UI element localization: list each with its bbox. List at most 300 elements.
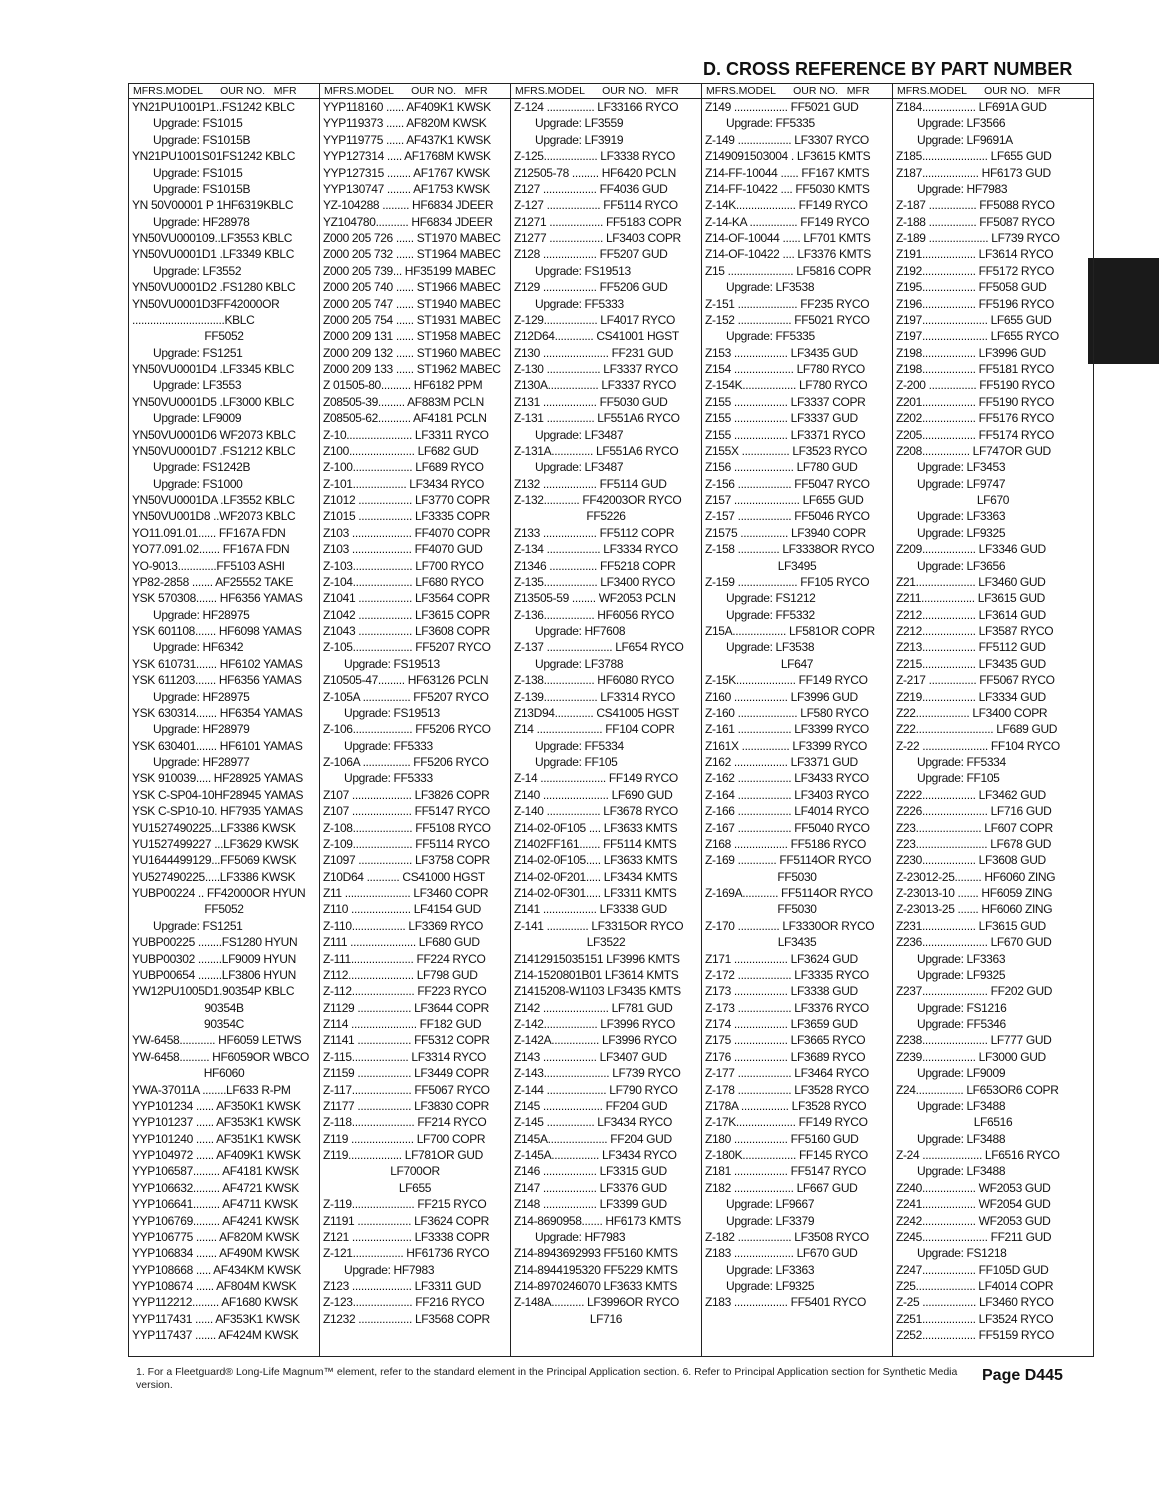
table-row: Z-104.................... LF680 RYCO bbox=[323, 574, 484, 589]
table-row: Z183 .................... LF670 GUD bbox=[705, 1246, 858, 1261]
table-row: Z251.................. LF3524 RYCO bbox=[896, 1311, 1054, 1326]
alternate-part-row: LF700OR bbox=[390, 1164, 440, 1179]
table-row: Z123 .................... LF3311 GUD bbox=[323, 1279, 481, 1293]
upgrade-row: Upgrade: LF3363 bbox=[917, 509, 1006, 524]
table-row: Z-106.................... FF5206 RYCO bbox=[323, 722, 491, 737]
page-number: Page D445 bbox=[982, 1367, 1063, 1384]
cross-reference-table bbox=[128, 83, 1094, 1357]
table-row: Z1012 .................. LF3770 COPR bbox=[323, 493, 490, 507]
table-row: Z000 205 747 ...... ST1940 MABEC bbox=[323, 296, 501, 311]
table-row: Z000 205 740 ...... ST1966 MABEC bbox=[323, 280, 501, 295]
table-row: Z130 ...................... FF231 GUD bbox=[514, 345, 674, 360]
table-row: Z-112..................... FF223 RYCO bbox=[323, 984, 487, 999]
table-row: Z000 209 131 ...... ST1958 MABEC bbox=[323, 329, 501, 344]
table-row: Z15A.................. LF581OR COPR bbox=[705, 624, 875, 638]
alternate-part-row: FF5030 bbox=[777, 902, 817, 917]
alternate-part-row: LF670 bbox=[976, 493, 1010, 507]
column-rows bbox=[702, 99, 892, 1311]
table-row: Z14-OF-10422 .... LF3376 KMTS bbox=[705, 247, 871, 262]
table-row: Z1041 .................. LF3564 COPR bbox=[323, 591, 490, 606]
table-row: Z1575 ................ LF3940 COPR bbox=[705, 525, 866, 540]
table-row: Z173 .................. LF3338 GUD bbox=[705, 984, 858, 999]
upgrade-row: Upgrade: LF3363 bbox=[726, 1262, 815, 1277]
upgrade-row: Upgrade: HF28975 bbox=[153, 607, 250, 622]
table-row: Z-137 ...................... LF654 RYCO bbox=[514, 640, 684, 655]
table-row: Z121 .................... LF3338 COPR bbox=[323, 1229, 490, 1244]
table-row: Z-217 ................ FF5067 RYCO bbox=[896, 673, 1055, 688]
upgrade-row: Upgrade: FS1000 bbox=[153, 476, 243, 491]
table-row: Z149091503004 . LF3615 KMTS bbox=[705, 149, 871, 164]
table-row: Z-167 .................. FF5040 RYCO bbox=[705, 820, 870, 835]
table-row: Z245...................... FF211 GUD bbox=[896, 1229, 1052, 1244]
table-row: Z1129 .................. LF3644 COPR bbox=[323, 1000, 489, 1015]
table-row: Z1141 .................. FF5312 COPR bbox=[323, 1033, 490, 1048]
alternate-part-row: LF716 bbox=[589, 1311, 623, 1326]
table-row: Z-188 ................ FF5087 RYCO bbox=[896, 214, 1055, 229]
table-row: Z-15K.................... FF149 RYCO bbox=[705, 673, 868, 688]
upgrade-row: Upgrade: FF5346 bbox=[917, 1017, 1006, 1031]
column-rows bbox=[129, 99, 319, 1344]
table-row: Z129 .................. FF5206 GUD bbox=[514, 280, 668, 295]
table-row: YU1527499227 ...LF3629 KWSK bbox=[132, 836, 299, 851]
table-row: YYP106775 ....... AF820M KWSK bbox=[132, 1229, 300, 1244]
table-row: Z128 .................. FF5207 GUD bbox=[514, 247, 668, 262]
table-row: Z-166 .................. LF4014 RYCO bbox=[705, 804, 869, 819]
alternate-part-row: FF5030 bbox=[777, 869, 817, 884]
table-row: Z-160 .................... LF580 RYCO bbox=[705, 705, 869, 720]
table-row: Z107 .................... LF3826 COPR bbox=[323, 787, 490, 802]
table-row: YYP101234 ...... AF350K1 KWSK bbox=[132, 1098, 301, 1113]
table-row: YYP101240 ...... AF351K1 KWSK bbox=[132, 1131, 301, 1146]
upgrade-row: Upgrade: LF9325 bbox=[726, 1279, 815, 1293]
column-rows bbox=[511, 99, 701, 1327]
table-row: YYP108674 ...... AF804M KWSK bbox=[132, 1279, 297, 1293]
table-row: Z-14 ...................... FF149 RYCO bbox=[514, 771, 678, 786]
upgrade-row: Upgrade: HF28977 bbox=[153, 755, 250, 769]
table-row: Z133 .................. FF5112 COPR bbox=[514, 525, 675, 540]
table-row: YN50VU0001D7 .FS1212 KBLC bbox=[132, 443, 296, 458]
table-row: YYP101237 ...... AF353K1 KWSK bbox=[132, 1115, 301, 1130]
table-row: Z11 ...................... LF3460 COPR bbox=[323, 886, 489, 900]
table-row: Z196.................. FF5196 RYCO bbox=[896, 296, 1054, 311]
upgrade-row: Upgrade: LF3453 bbox=[917, 460, 1006, 475]
table-row: Z-142A................ LF3996 RYCO bbox=[514, 1033, 677, 1048]
table-row: Z219.................. LF3334 GUD bbox=[896, 689, 1046, 704]
table-row: Z155 .................. LF3337 COPR bbox=[705, 394, 866, 409]
table-row: Z148 .................. LF3399 GUD bbox=[514, 1197, 667, 1212]
upgrade-row: Upgrade: LF3566 bbox=[917, 116, 1006, 131]
table-row: Z1042 .................. LF3615 COPR bbox=[323, 607, 490, 622]
column-3 bbox=[510, 84, 701, 1356]
upgrade-row: Upgrade: LF9667 bbox=[726, 1197, 815, 1212]
table-row: Z-14-KA ................ FF149 RYCO bbox=[705, 214, 870, 229]
table-row: Z-136................. HF6056 RYCO bbox=[514, 607, 674, 622]
upgrade-row: Upgrade: LF9009 bbox=[153, 411, 242, 426]
table-row: YYP106834 ....... AF490M KWSK bbox=[132, 1246, 300, 1261]
table-row: Z1415208-W1103 LF3435 KMTS bbox=[514, 984, 681, 999]
table-row: Z153 .................. LF3435 GUD bbox=[705, 345, 858, 360]
table-row: Z143 .................. LF3407 GUD bbox=[514, 1049, 667, 1064]
table-row: YU1644499129...FF5069 KWSK bbox=[132, 853, 297, 868]
upgrade-row: Upgrade: LF3363 bbox=[917, 951, 1006, 966]
table-row: Z-154K.................. LF780 RYCO bbox=[705, 378, 868, 393]
upgrade-row: Upgrade: HF7983 bbox=[535, 1229, 626, 1244]
alternate-part-row: FF5226 bbox=[586, 509, 626, 524]
table-row: Z-132............ FF42003OR RYCO bbox=[514, 493, 682, 507]
page-title: D. CROSS REFERENCE BY PART NUMBER bbox=[703, 59, 1073, 79]
table-row: Z12505-78 ......... HF6420 PCLN bbox=[514, 165, 676, 180]
table-row: Z212.................. LF3614 GUD bbox=[896, 607, 1046, 622]
upgrade-row: Upgrade: HF6342 bbox=[153, 640, 244, 655]
table-row: Z14-1520801B01 LF3614 KMTS bbox=[514, 967, 679, 982]
table-row: Z192.................. FF5172 RYCO bbox=[896, 263, 1054, 278]
table-row: Z141 .................. LF3338 GUD bbox=[514, 902, 667, 917]
table-row: Z140 ...................... LF690 GUD bbox=[514, 787, 673, 802]
table-row: YP82-2858 ....... AF25552 TAKE bbox=[132, 574, 294, 589]
table-row: Z-164 .................. LF3403 RYCO bbox=[705, 787, 869, 802]
table-row: YSK C-SP04-10HF28945 YAMAS bbox=[132, 787, 304, 802]
table-row: Z198.................. FF5181 RYCO bbox=[896, 362, 1054, 376]
table-row: YYP118160 ...... AF409K1 KWSK bbox=[323, 100, 491, 114]
table-row: Z146 .................. LF3315 GUD bbox=[514, 1164, 667, 1179]
table-row: Z119.................. LF781OR GUD bbox=[323, 1148, 483, 1162]
table-row: Z197...................... LF655 GUD bbox=[896, 312, 1052, 327]
upgrade-row: Upgrade: LF3379 bbox=[726, 1213, 815, 1228]
alternate-part-row: 90354C bbox=[204, 1017, 244, 1031]
upgrade-row: Upgrade: LF3487 bbox=[535, 427, 624, 442]
column-rows bbox=[893, 99, 1093, 1344]
table-row: Z184.................. LF691A GUD bbox=[896, 100, 1047, 114]
table-row: Z-180K.................. FF145 RYCO bbox=[705, 1148, 868, 1162]
upgrade-row: Upgrade: FS19513 bbox=[535, 263, 631, 278]
table-row: Z23........................ LF678 GUD bbox=[896, 836, 1052, 851]
upgrade-row: Upgrade: FF5334 bbox=[535, 738, 624, 753]
table-row: Z14-8690958....... HF6173 KMTS bbox=[514, 1213, 681, 1228]
table-row: Z1191 .................. LF3624 COPR bbox=[323, 1213, 489, 1228]
table-row: Z-172 .................. LF3335 RYCO bbox=[705, 967, 869, 982]
upgrade-row: Upgrade: LF3559 bbox=[535, 116, 624, 131]
table-row: Z 01505-80.......... HF6182 PPM bbox=[323, 378, 483, 393]
table-row: Z162 .................. LF3371 GUD bbox=[705, 755, 858, 769]
alternate-part-row: HF6060 bbox=[203, 1066, 245, 1081]
table-row: Z176 .................. LF3689 RYCO bbox=[705, 1049, 866, 1064]
table-row: YYP106769......... AF4241 KWSK bbox=[132, 1213, 299, 1228]
upgrade-row: Upgrade: LF3919 bbox=[535, 132, 624, 147]
table-row: Z-139.................. LF3314 RYCO bbox=[514, 689, 675, 704]
table-row: Z-25 .................. LF3460 RYCO bbox=[896, 1295, 1054, 1310]
table-row: Z14-FF-10044 ...... FF167 KMTS bbox=[705, 165, 870, 180]
upgrade-row: Upgrade: FF105 bbox=[535, 755, 618, 769]
column-rows bbox=[320, 99, 510, 1327]
table-row: Z-121................. HF61736 RYCO bbox=[323, 1246, 490, 1261]
upgrade-row: Upgrade: FF5335 bbox=[726, 116, 815, 131]
table-row: YUBP00225 ........FS1280 HYUN bbox=[132, 935, 298, 950]
alternate-part-row: FF5052 bbox=[204, 902, 244, 917]
table-row: Z-117.................... FF5067 RYCO bbox=[323, 1082, 490, 1097]
table-row: YYP117437 ....... AF424M KWSK bbox=[132, 1328, 299, 1343]
upgrade-row: Upgrade: HF28978 bbox=[153, 214, 250, 229]
table-row: Z209.................. LF3346 GUD bbox=[896, 542, 1046, 557]
table-row: Z240.................. WF2053 GUD bbox=[896, 1180, 1051, 1195]
table-row: Z-130 .................. LF3337 RYCO bbox=[514, 362, 678, 376]
upgrade-row: Upgrade: FS1015B bbox=[153, 132, 251, 147]
table-row: Z-105A ................ FF5207 RYCO bbox=[323, 689, 489, 704]
table-row: Z156 .................... LF780 GUD bbox=[705, 460, 858, 475]
table-row: YN50VU0001D2 .FS1280 KBLC bbox=[132, 280, 296, 295]
table-row: Z114 ...................... FF182 GUD bbox=[323, 1017, 482, 1031]
table-row: Z-101.................. LF3434 RYCO bbox=[323, 476, 484, 491]
alternate-part-row: LF6516 bbox=[973, 1115, 1013, 1130]
table-row: YYP130747 ........ AF1753 KWSK bbox=[323, 181, 490, 196]
table-row: Z-108.................... FF5108 RYCO bbox=[323, 820, 491, 835]
table-row: Z168 .................. FF5186 RYCO bbox=[705, 836, 866, 851]
upgrade-row: Upgrade: LF9691A bbox=[917, 132, 1013, 147]
table-row: Z14-OF-10044 ...... LF701 KMTS bbox=[705, 231, 871, 245]
table-row: Z241.................. WF2054 GUD bbox=[896, 1197, 1051, 1212]
table-row: Z000 209 132 ...... ST1960 MABEC bbox=[323, 345, 501, 360]
upgrade-row: Upgrade: FS1015 bbox=[153, 116, 243, 131]
table-row: Z000 205 732 ...... ST1964 MABEC bbox=[323, 247, 501, 262]
table-row: Z103 .................... FF4070 GUD bbox=[323, 542, 483, 557]
table-row: YUBP00654 ........LF3806 HYUN bbox=[132, 967, 296, 982]
upgrade-row: Upgrade: FS1251 bbox=[153, 345, 243, 360]
table-row: Z127 .................. FF4036 GUD bbox=[514, 181, 668, 196]
section-tab-marker bbox=[1088, 258, 1159, 364]
table-row: Z08505-39......... AF883M PCLN bbox=[323, 394, 484, 409]
table-row: Z247.................. FF105D GUD bbox=[896, 1262, 1049, 1277]
table-row: Z191.................. LF3614 RYCO bbox=[896, 247, 1054, 262]
table-row: Z000 205 739... HF35199 MABEC bbox=[323, 263, 496, 278]
table-row: Z-17K.................... FF149 RYCO bbox=[705, 1115, 868, 1130]
upgrade-row: Upgrade: FS1251 bbox=[153, 918, 243, 933]
table-row: Z-169A............ FF5114OR RYCO bbox=[705, 886, 873, 900]
upgrade-row: Upgrade: HF7983 bbox=[344, 1262, 435, 1277]
table-row: Z-118..................... FF214 RYCO bbox=[323, 1115, 487, 1130]
table-row: Z242.................. WF2053 GUD bbox=[896, 1213, 1051, 1228]
table-row: Z174 .................. LF3659 GUD bbox=[705, 1017, 858, 1031]
table-row: Z-125.................. LF3338 RYCO bbox=[514, 149, 675, 164]
table-row: YO77.091.02....... FF167A FDN bbox=[132, 542, 290, 557]
upgrade-row: Upgrade: HF28979 bbox=[153, 722, 250, 737]
table-row: Z13D94............. CS41005 HGST bbox=[514, 705, 679, 720]
table-row: YW-6458.......... HF6059OR WBCO bbox=[132, 1049, 309, 1064]
upgrade-row: Upgrade: HF28975 bbox=[153, 689, 250, 704]
table-row: Z-23013-25 ....... HF6060 ZING bbox=[896, 902, 1053, 917]
table-row: YSK 601108....... HF6098 YAMAS bbox=[132, 624, 302, 638]
table-row: Z1097 .................. LF3758 COPR bbox=[323, 853, 490, 868]
table-row: Z130A................. LF3337 RYCO bbox=[514, 378, 676, 393]
table-row: Z24................ LF653OR6 COPR bbox=[896, 1082, 1059, 1097]
table-row: Z1402FF161....... FF5114 KMTS bbox=[514, 836, 677, 851]
table-row: Z160 .................. LF3996 GUD bbox=[705, 689, 858, 704]
table-row: Z14-FF-10422 .... FF5030 KMTS bbox=[705, 181, 870, 196]
table-row: ...............................KBLC bbox=[132, 312, 255, 327]
table-row: Z103 .................... FF4070 COPR bbox=[323, 525, 491, 540]
table-row: Z-134 .................. LF3334 RYCO bbox=[514, 542, 678, 557]
column-2 bbox=[319, 84, 510, 1356]
table-row: Z100...................... LF682 GUD bbox=[323, 443, 479, 458]
table-row: Z201.................. FF5190 RYCO bbox=[896, 394, 1054, 409]
table-row: YN50VU001D8 ..WF2073 KBLC bbox=[132, 509, 296, 524]
table-row: Z12D64............. CS41001 HGST bbox=[514, 329, 679, 344]
table-row: YN50VU0001D5 .LF3000 KBLC bbox=[132, 394, 295, 409]
table-row: YN21PU1001P1..FS1242 KBLC bbox=[132, 100, 295, 114]
upgrade-row: Upgrade: LF3656 bbox=[917, 558, 1006, 573]
table-row: Z185...................... LF655 GUD bbox=[896, 149, 1052, 164]
table-row: Z-119..................... FF215 RYCO bbox=[323, 1197, 487, 1212]
table-row: YUBP00224 .. FF42000OR HYUN bbox=[132, 886, 306, 900]
table-row: Z-24 .................... LF6516 RYCO bbox=[896, 1148, 1060, 1162]
table-row: Z252.................. FF5159 RYCO bbox=[896, 1328, 1054, 1343]
table-row: Z14-8970246070 LF3633 KMTS bbox=[514, 1279, 678, 1293]
table-row: YYP117431 ...... AF353K1 KWSK bbox=[132, 1311, 300, 1326]
table-row: Z238...................... LF777 GUD bbox=[896, 1033, 1052, 1048]
upgrade-row: Upgrade: FS1015 bbox=[153, 165, 243, 180]
upgrade-row: Upgrade: FS1212 bbox=[726, 591, 816, 606]
table-row: YZ104780........... HF6834 JDEER bbox=[323, 214, 493, 229]
table-row: YUBP00302 ........LF9009 HYUN bbox=[132, 951, 296, 966]
table-row: Z-145A................ LF3434 RYCO bbox=[514, 1148, 677, 1162]
table-row: Z-173 .................. LF3376 RYCO bbox=[705, 1000, 869, 1015]
upgrade-row: Upgrade: LF3488 bbox=[917, 1164, 1006, 1179]
table-row: Z13505-59 ........ WF2053 PCLN bbox=[514, 591, 676, 606]
table-row: Z149 .................. FF5021 GUD bbox=[705, 100, 859, 114]
table-row: Z-111..................... FF224 RYCO bbox=[323, 951, 486, 966]
table-row: Z-123.................... FF216 RYCO bbox=[323, 1295, 485, 1310]
table-row: YYP108668 ..... AF434KM KWSK bbox=[132, 1262, 301, 1277]
table-row: Z215.................. LF3435 GUD bbox=[896, 656, 1046, 671]
upgrade-row: Upgrade: FS1015B bbox=[153, 181, 251, 196]
upgrade-row: Upgrade: LF3488 bbox=[917, 1098, 1006, 1113]
table-row: Z-110.................. LF3369 RYCO bbox=[323, 918, 484, 933]
table-row: Z10505-47......... HF63126 PCLN bbox=[323, 673, 489, 688]
table-row: Z175 .................. LF3665 RYCO bbox=[705, 1033, 866, 1048]
table-row: Z180 .................. FF5160 GUD bbox=[705, 1131, 859, 1146]
table-row: Z-151 .................... FF235 RYCO bbox=[705, 296, 870, 311]
table-row: YYP119373 ...... AF820M KWSK bbox=[323, 116, 487, 131]
table-row: Z-115................... LF3314 RYCO bbox=[323, 1049, 487, 1064]
footnote: 1. For a Fleetguard® Long-Life Magnum™ element, refer to the standard element in the Principal Application section. 6. Refer to Principal Application section for Synthetic Media version. bbox=[136, 1366, 958, 1391]
table-row: YYP127315 ........ AF1767 KWSK bbox=[323, 165, 490, 180]
upgrade-row: Upgrade: FS19513 bbox=[344, 705, 440, 720]
table-row: Z212.................. LF3587 RYCO bbox=[896, 624, 1054, 638]
upgrade-row: Upgrade: FS1218 bbox=[917, 1246, 1007, 1261]
upgrade-row: Upgrade: LF3552 bbox=[153, 263, 242, 278]
table-row: YSK 630401....... HF6101 YAMAS bbox=[132, 738, 303, 753]
table-row: YYP119775 ...... AF437K1 KWSK bbox=[323, 132, 491, 147]
upgrade-row: Upgrade: LF9009 bbox=[917, 1066, 1006, 1081]
table-row: Z-127 .................. FF5114 RYCO bbox=[514, 198, 678, 213]
table-row: Z226...................... LF716 GUD bbox=[896, 804, 1052, 819]
table-row: Z14 ...................... FF104 COPR bbox=[514, 722, 675, 737]
table-row: Z142 ...................... LF781 GUD bbox=[514, 1000, 673, 1015]
table-row: Z-140 .................. LF3678 RYCO bbox=[514, 804, 678, 819]
upgrade-row: Upgrade: FF5332 bbox=[726, 607, 815, 622]
upgrade-row: Upgrade: LF3487 bbox=[535, 460, 624, 475]
table-row: Z08505-62........... AF4181 PCLN bbox=[323, 411, 487, 426]
table-row: Z-170 .............. LF3330OR RYCO bbox=[705, 918, 875, 933]
table-row: Z205.................. FF5174 RYCO bbox=[896, 427, 1054, 442]
table-row: Z-142.................. LF3996 RYCO bbox=[514, 1017, 675, 1031]
table-row: Z132 .................. FF5114 GUD bbox=[514, 476, 667, 491]
table-row: YN21PU1001S01FS1242 KBLC bbox=[132, 149, 296, 164]
table-row: Z178A ................ LF3528 RYCO bbox=[705, 1098, 867, 1113]
table-row: Z-200 ................ FF5190 RYCO bbox=[896, 378, 1055, 393]
table-row: Z-145 ................ LF3434 RYCO bbox=[514, 1115, 672, 1130]
table-row: Z171 .................. LF3624 GUD bbox=[705, 951, 858, 966]
column-5 bbox=[892, 84, 1094, 1356]
table-row: Z000 205 726 ...... ST1970 MABEC bbox=[323, 231, 501, 245]
table-row: YN 50V00001 P 1HF6319KBLC bbox=[132, 198, 294, 213]
table-row: YSK 910039..... HF28925 YAMAS bbox=[132, 771, 303, 786]
upgrade-row: Upgrade: FF5333 bbox=[344, 771, 433, 786]
table-row: YW12PU1005D1.90354P KBLC bbox=[132, 984, 295, 999]
upgrade-row: Upgrade: LF3788 bbox=[535, 656, 624, 671]
table-row: Z-182 .................. LF3508 RYCO bbox=[705, 1229, 869, 1244]
table-row: Z-158 .............. LF3338OR RYCO bbox=[705, 542, 875, 557]
table-row: YSK 611203....... HF6356 YAMAS bbox=[132, 673, 302, 688]
table-row: Z110 .................... LF4154 GUD bbox=[323, 902, 481, 917]
table-row: Z-178 .................. LF3528 RYCO bbox=[705, 1082, 869, 1097]
alternate-part-row: LF655 bbox=[398, 1180, 432, 1195]
table-row: Z211.................. LF3615 GUD bbox=[896, 591, 1045, 606]
upgrade-row: Upgrade: LF9325 bbox=[917, 525, 1006, 540]
table-row: Z-106A ................ FF5206 RYCO bbox=[323, 755, 489, 769]
upgrade-row: Upgrade: FF5333 bbox=[535, 296, 624, 311]
table-row: Z-144 .................... LF790 RYCO bbox=[514, 1082, 678, 1097]
table-row: Z-162 .................. LF3433 RYCO bbox=[705, 771, 869, 786]
upgrade-row: Upgrade: HF7608 bbox=[535, 624, 626, 638]
table-row: YYP104972 ...... AF409K1 KWSK bbox=[132, 1148, 301, 1162]
table-row: Z1177 .................. LF3830 COPR bbox=[323, 1098, 489, 1113]
table-row: Z14-02-0F301..... LF3311 KMTS bbox=[514, 886, 677, 900]
column-4 bbox=[701, 84, 892, 1356]
column-1 bbox=[128, 84, 319, 1356]
table-row: Z-159 .................... FF105 RYCO bbox=[705, 574, 870, 589]
table-row: YO11.091.01...... FF167A FDN bbox=[132, 525, 286, 540]
alternate-part-row: 90354B bbox=[204, 1000, 244, 1015]
table-row: Z202.................. FF5176 RYCO bbox=[896, 411, 1054, 426]
table-row: Z14-02-0F105..... LF3633 KMTS bbox=[514, 853, 678, 868]
upgrade-row: Upgrade: LF3538 bbox=[726, 280, 815, 295]
table-row: YZ-104288 ......... HF6834 JDEER bbox=[323, 198, 494, 213]
upgrade-row: Upgrade: FS19513 bbox=[344, 656, 440, 671]
upgrade-row: Upgrade: HF7983 bbox=[917, 181, 1008, 196]
table-row: Z-105.................... FF5207 RYCO bbox=[323, 640, 491, 655]
alternate-part-row: FF5052 bbox=[204, 329, 244, 344]
table-row: Z112...................... LF798 GUD bbox=[323, 967, 478, 982]
table-row: Z197...................... LF655 RYCO bbox=[896, 329, 1059, 344]
column-header: MFRS.MODEL OUR NO. MFR bbox=[129, 84, 319, 99]
alternate-part-row: LF3495 bbox=[777, 558, 817, 573]
table-row: Z-177 .................. LF3464 RYCO bbox=[705, 1066, 869, 1081]
table-row: Z182 .................... LF667 GUD bbox=[705, 1180, 858, 1195]
table-row: Z25.................... LF4014 COPR bbox=[896, 1279, 1054, 1293]
table-row: Z1015 .................. LF3335 COPR bbox=[323, 509, 490, 524]
upgrade-row: Upgrade: FF5333 bbox=[344, 738, 433, 753]
table-row: Z-131 ................ LF551A6 RYCO bbox=[514, 411, 680, 426]
alternate-part-row: LF647 bbox=[780, 656, 814, 671]
table-row: Z119 ..................... LF700 COPR bbox=[323, 1131, 486, 1146]
table-row: Z-189 .................... LF739 RYCO bbox=[896, 231, 1060, 245]
table-row: Z1159 .................. LF3449 COPR bbox=[323, 1066, 489, 1081]
column-header: MFRS.MODEL OUR NO. MFR bbox=[702, 84, 892, 99]
table-row: Z-14K.................... FF149 RYCO bbox=[705, 198, 868, 213]
table-row: Z-10...................... LF3311 RYCO bbox=[323, 427, 489, 442]
upgrade-row: Upgrade: LF9325 bbox=[917, 967, 1006, 982]
upgrade-row: Upgrade: LF9747 bbox=[917, 476, 1006, 491]
table-row: Z14-8944195320 FF5229 KMTS bbox=[514, 1262, 678, 1277]
